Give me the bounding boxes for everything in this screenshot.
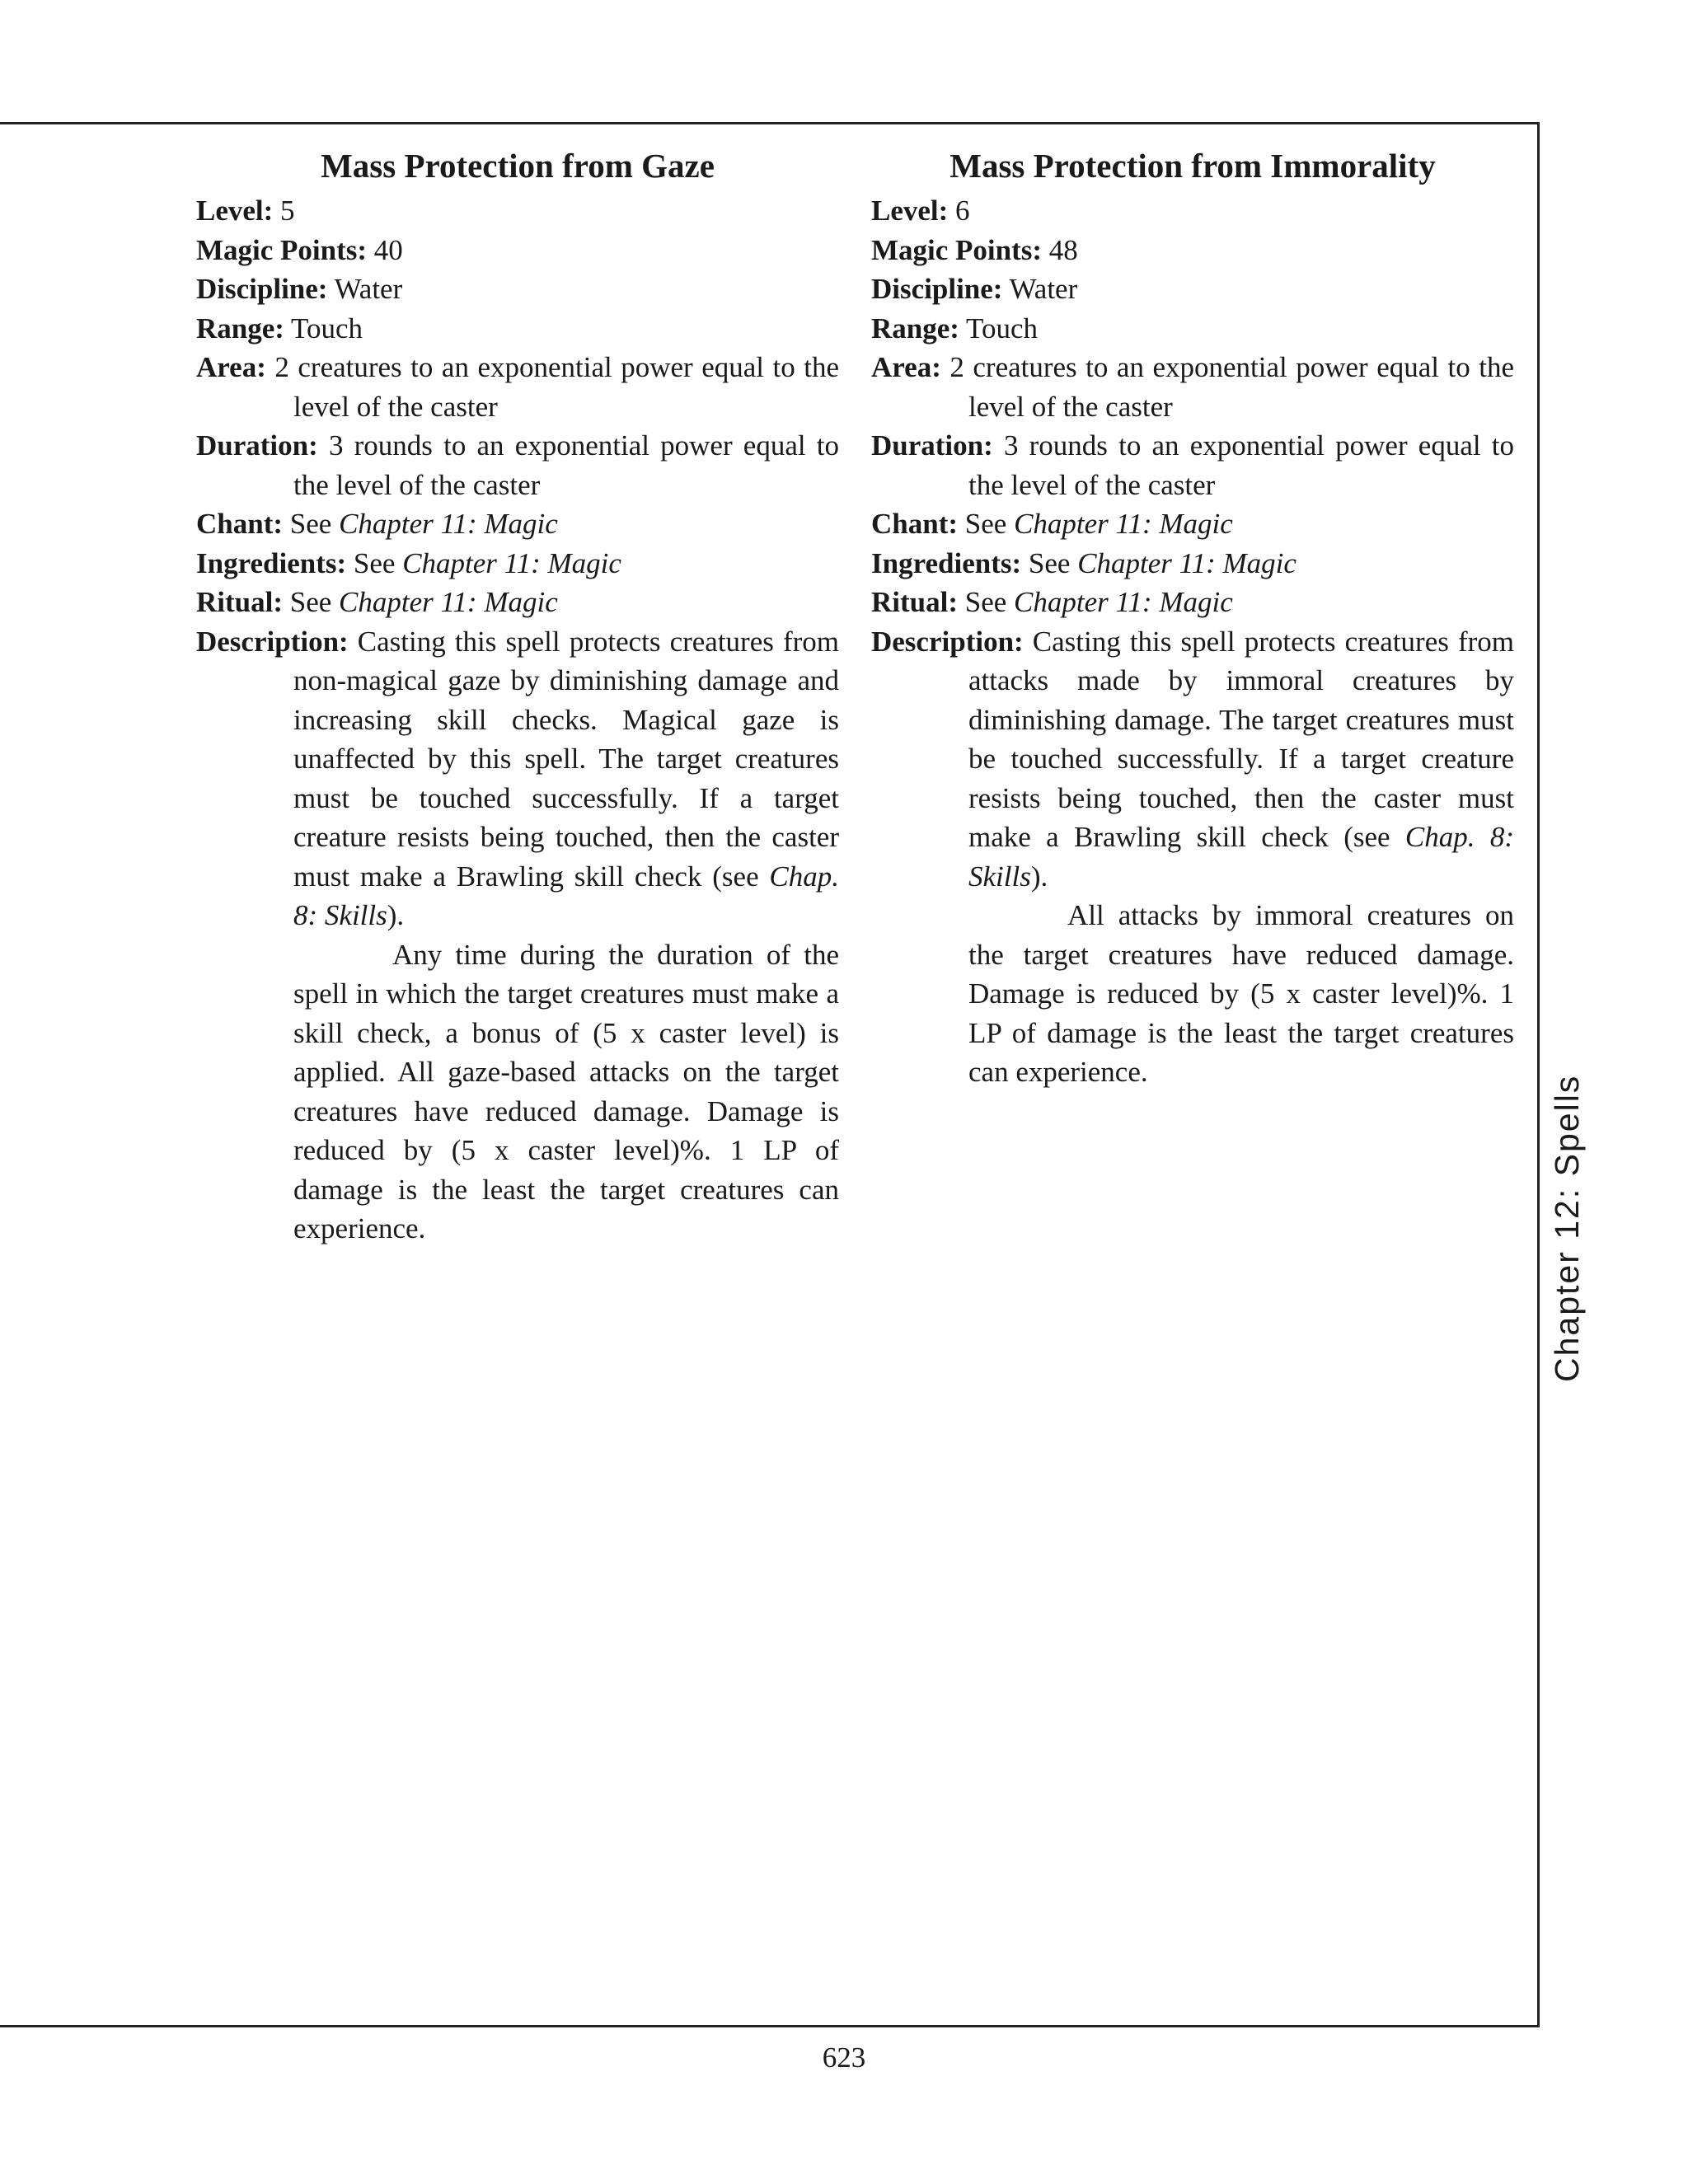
spell-description (196, 622, 839, 935)
chapter-reference: Chapter 11: Magic (339, 586, 558, 618)
spell-description-continued: All attacks by immoral creatures on the target creatures have reduced damage. Damage is reduced by (5 x caster level)%. 1 LP of damage is the least the target creatures can experience. (968, 899, 1514, 1088)
spell-ingredients (871, 544, 1514, 583)
field-value: 6 (948, 194, 970, 227)
spell-chant (196, 504, 839, 544)
field-label: Magic Points: (196, 233, 368, 266)
spell-level (196, 191, 839, 231)
field-value: See (283, 586, 340, 618)
spell-entry-left (196, 142, 839, 1249)
field-value: See (346, 546, 403, 579)
spell-area (196, 348, 839, 426)
spell-area (871, 348, 1514, 426)
field-value: See (283, 508, 340, 540)
field-value: 3 rounds to an exponential power equal to the level of the caster (293, 429, 839, 501)
field-value: 48 (1042, 233, 1078, 266)
chapter-reference: Chapter 11: Magic (1014, 508, 1233, 540)
field-value: Touch (284, 312, 363, 344)
field-value: See (1021, 546, 1078, 579)
spell-description (871, 622, 1514, 897)
field-label: Duration: (196, 429, 318, 462)
spell-chant (871, 504, 1514, 544)
field-label: Discipline: (196, 273, 328, 305)
spell-title: Mass Protection from Gaze (321, 147, 715, 185)
field-label: Discipline: (871, 273, 1003, 305)
field-value: 5 (273, 194, 295, 227)
description-text: ). (387, 899, 405, 931)
field-label: Duration: (871, 429, 993, 462)
field-value: 2 creatures to an exponential power equal to the level of the caster (265, 351, 839, 423)
spell-level (871, 191, 1514, 231)
spell-duration (871, 426, 1514, 504)
spell-range (871, 309, 1514, 349)
field-value: 2 creatures to an exponential power equal to the level of the caster (940, 351, 1514, 423)
chapter-reference: Chapter 11: Magic (1077, 546, 1296, 579)
field-label: Area: (871, 351, 941, 383)
field-label: Range: (871, 312, 959, 344)
field-label: Area: (196, 351, 266, 383)
field-value: Water (1002, 273, 1078, 305)
spell-magic-points (196, 231, 839, 270)
field-label: Description: (196, 625, 349, 658)
page-number: 623 (822, 2041, 866, 2074)
field-value: See (958, 586, 1015, 618)
field-label: Chant: (871, 508, 959, 540)
field-value: 3 rounds to an exponential power equal to the level of the caster (968, 429, 1514, 501)
field-label: Ingredients: (871, 546, 1022, 579)
spell-magic-points (871, 231, 1514, 270)
spell-discipline (871, 269, 1514, 309)
field-label: Level: (196, 194, 274, 227)
field-value: Touch (959, 312, 1039, 344)
spell-title: Mass Protection from Immorality (950, 147, 1436, 185)
field-value: See (958, 508, 1015, 540)
description-text: Casting this spell protects creatures from attacks made by immoral creatures by diminishing damage. The target creatures must be touched successfully. If a target creature resists being touched, then the caster must make a Brawling skill check (see (968, 625, 1514, 853)
spell-ingredients (196, 544, 839, 583)
spell-ritual (196, 583, 839, 622)
chapter-reference: Chap. 8: Skills (293, 860, 839, 931)
spell-duration (196, 426, 839, 504)
field-label: Ingredients: (196, 546, 347, 579)
field-label: Ritual: (196, 586, 283, 618)
description-text: ). (1030, 860, 1048, 893)
description-text: Casting this spell protects creatures from non-magical gaze by diminishing damage and increasing skill checks. Magical gaze is unaffected by this spell. The target creatures must be touched successfully. If a target creature resists being touched, then the caster must make a Brawling skill check (see (293, 625, 839, 893)
field-label: Chant: (196, 508, 284, 540)
field-label: Range: (196, 312, 284, 344)
chapter-reference: Chapter 11: Magic (402, 546, 621, 579)
spell-discipline (196, 269, 839, 309)
spell-range (196, 309, 839, 349)
field-label: Description: (871, 625, 1024, 658)
chapter-reference: Chapter 11: Magic (339, 508, 558, 540)
field-label: Ritual: (871, 586, 958, 618)
spell-entry-right (871, 142, 1514, 1092)
field-value: 40 (367, 233, 403, 266)
spell-description-continued: Any time during the duration of the spell in which the target creatures must make a skill check, a bonus of (5 x caster level) is applied. All gaze-based attacks on the target creatures have reduced damage. Damage is reduced by (5 x caster level)%. 1 LP of damage is the least the target creatures can experience. (293, 938, 839, 1244)
chapter-reference: Chapter 11: Magic (1014, 586, 1233, 618)
spell-ritual (871, 583, 1514, 622)
chapter-reference: Chap. 8: Skills (968, 821, 1514, 893)
field-label: Magic Points: (871, 233, 1043, 266)
field-label: Level: (871, 194, 949, 227)
chapter-side-tab-label: Chapter 12: Spells (1548, 1074, 1586, 1382)
field-value: Water (327, 273, 403, 305)
